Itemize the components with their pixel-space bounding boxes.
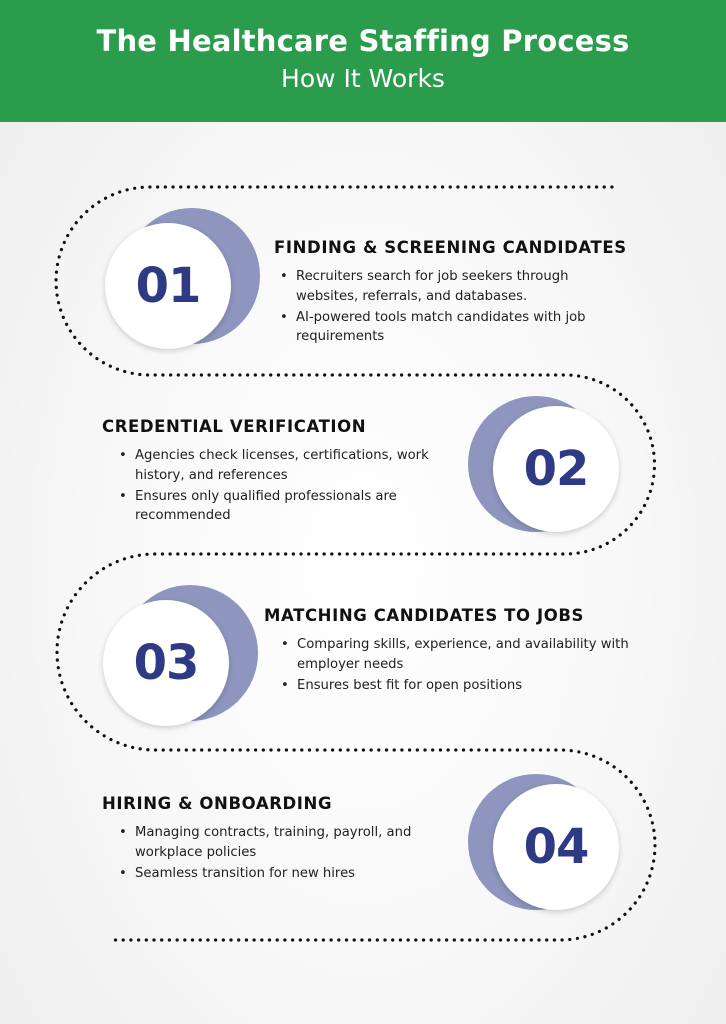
step-3-number: 03 [133,635,199,691]
step-1-bullets [278,267,608,348]
step-3-number-disc [103,600,229,726]
step-1-badge [100,206,260,366]
step-4-bullet: • Managing contracts, training, payroll, and workplace policies [117,823,447,862]
step-2-title: CREDENTIAL VERIFICATION [102,417,367,436]
step-4-number-disc [493,784,619,910]
page-subtitle: How It Works [281,64,445,93]
step-3-bullets [279,635,644,697]
step-3-title: MATCHING CANDIDATES TO JOBS [264,606,585,625]
step-3-bullet: • Comparing skills, experience, and availability with employer needs [279,635,644,674]
step-2-bullets [117,446,452,527]
step-2-number: 02 [523,441,589,497]
step-4-bullets [117,823,447,885]
step-2-bullet: • Agencies check licenses, certifications, work history, and references [117,446,452,485]
step-3-badge [98,583,258,743]
step-2-badge [466,394,626,554]
step-1-bullet: • AI-powered tools match candidates with job requirements [278,308,608,347]
step-4-title: HIRING & ONBOARDING [102,794,333,813]
step-2-number-disc [493,406,619,532]
step-1-number-disc [105,223,231,349]
page-title: The Healthcare Staffing Process [96,24,630,58]
step-4-badge [466,772,626,932]
step-1-title: FINDING & SCREENING CANDIDATES [274,238,627,257]
step-4-bullet: • Seamless transition for new hires [117,864,447,884]
step-2-bullet: • Ensures only qualified professionals are recommended [117,487,452,526]
step-1-bullet: • Recruiters search for job seekers through websites, referrals, and databases. [278,267,608,306]
step-3-bullet: • Ensures best fit for open positions [279,676,644,696]
step-4-number: 04 [523,819,589,875]
step-1-number: 01 [135,258,201,314]
